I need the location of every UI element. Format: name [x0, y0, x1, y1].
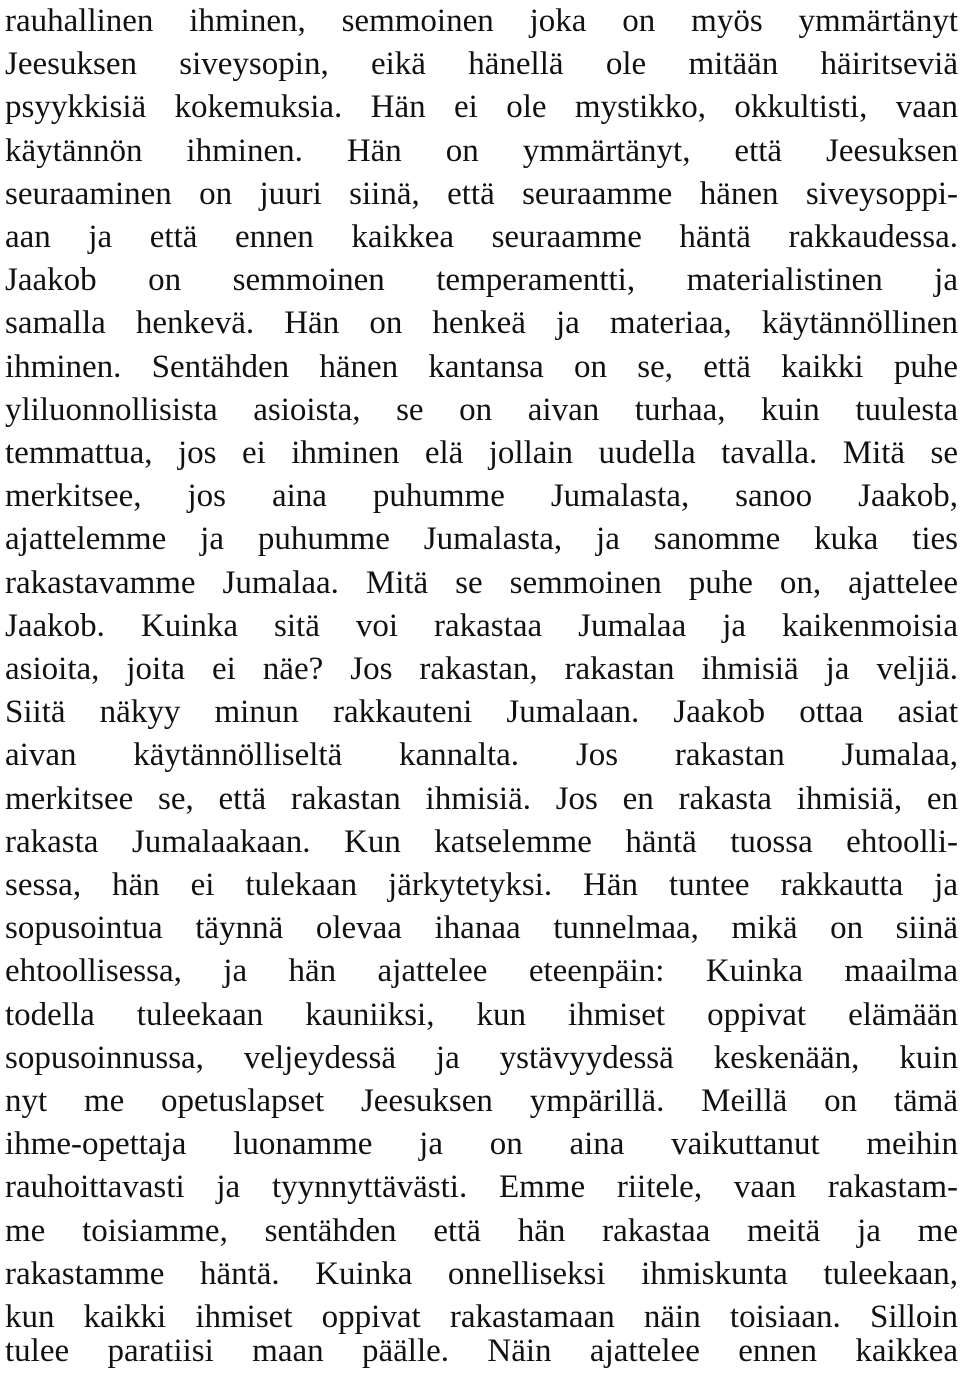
- text-line: rauhoittavasti ja tyynnyttävästi. Emme riitele, vaan rakastam-: [5, 1169, 958, 1206]
- text-line: nyt me opetuslapset Jeesuksen ympärillä. Meillä on tämä: [5, 1083, 958, 1119]
- text-line: me toisiamme, sentähden että hän rakastaa meitä ja me: [5, 1212, 958, 1249]
- text-line: aan ja että ennen kaikkea seuraamme häntä rakkaudessa.: [5, 219, 958, 255]
- text-line: ihme-opettaja luonamme ja on aina vaikuttanut meihin: [5, 1126, 958, 1163]
- text-line: seuraaminen on juuri siinä, että seuraamme hänen siveysoppi-: [5, 175, 958, 212]
- text-line: merkitsee, jos aina puhumme Jumalasta, sanoo Jaakob,: [5, 478, 958, 515]
- text-line: sessa, hän ei tulekaan järkytetyksi. Hän tuntee rakkautta ja: [5, 867, 958, 903]
- text-line: sopusoinnussa, veljeydessä ja ystävyydessä keskenään, kuin: [5, 1039, 958, 1076]
- text-line: aivan käytännölliseltä kannalta. Jos rakastan Jumalaa,: [5, 737, 958, 774]
- text-line: käytännön ihminen. Hän on ymmärtänyt, että Jeesuksen: [5, 132, 958, 169]
- text-line: ajattelemme ja puhumme Jumalasta, ja sanomme kuka ties: [5, 521, 958, 558]
- text-line: asioita, joita ei näe? Jos rakastan, rakastan ihmisiä ja veljiä.: [5, 651, 958, 687]
- text-line: rakastamme häntä. Kuinka onnelliseksi ihmiskunta tuleekaan,: [5, 1255, 958, 1292]
- text-line: sopusointua täynnä olevaa ihanaa tunnelmaa, mikä on siinä: [5, 910, 958, 947]
- text-line: kun kaikki ihmiset oppivat rakastamaan näin toisiaan. Silloin: [5, 1299, 958, 1335]
- text-line: yliluonnollisista asioista, se on aivan turhaa, kuin tuulesta: [5, 391, 958, 428]
- text-line: todella tuleekaan kauniiksi, kun ihmiset oppivat elämään: [5, 996, 958, 1033]
- text-line: rakasta Jumalaakaan. Kun katselemme häntä tuossa ehtoolli-: [5, 823, 958, 860]
- text-line: ihminen. Sentähden hänen kantansa on se, että kaikki puhe: [5, 348, 958, 385]
- text-line: samalla henkevä. Hän on henkeä ja materiaa, käytännöllinen: [5, 305, 958, 342]
- text-line: Jeesuksen siveysopin, eikä hänellä ole mitään häiritseviä: [5, 46, 958, 83]
- text-line: rauhallinen ihminen, semmoinen joka on myös ymmärtänyt: [5, 3, 958, 39]
- text-line: tulee paratiisi maan päälle. Näin ajattelee ennen kaikkea: [5, 1333, 958, 1369]
- text-line: Siitä näkyy minun rakkauteni Jumalaan. Jaakob ottaa asiat: [5, 694, 958, 731]
- text-line: merkitsee se, että rakastan ihmisiä. Jos en rakasta ihmisiä, en: [5, 780, 958, 817]
- text-line: ehtoollisessa, ja hän ajattelee eteenpäin: Kuinka maailma: [5, 953, 958, 990]
- text-line: psyykkisiä kokemuksia. Hän ei ole mystikko, okkultisti, vaan: [5, 89, 958, 126]
- text-line: Jaakob on semmoinen temperamentti, materialistinen ja: [5, 262, 958, 299]
- text-line: rakastavamme Jumalaa. Mitä se semmoinen puhe on, ajattelee: [5, 564, 958, 601]
- text-line: Jaakob. Kuinka sitä voi rakastaa Jumalaa ja kaikenmoisia: [5, 607, 958, 644]
- text-line: temmattua, jos ei ihminen elä jollain uudella tavalla. Mitä se: [5, 435, 958, 471]
